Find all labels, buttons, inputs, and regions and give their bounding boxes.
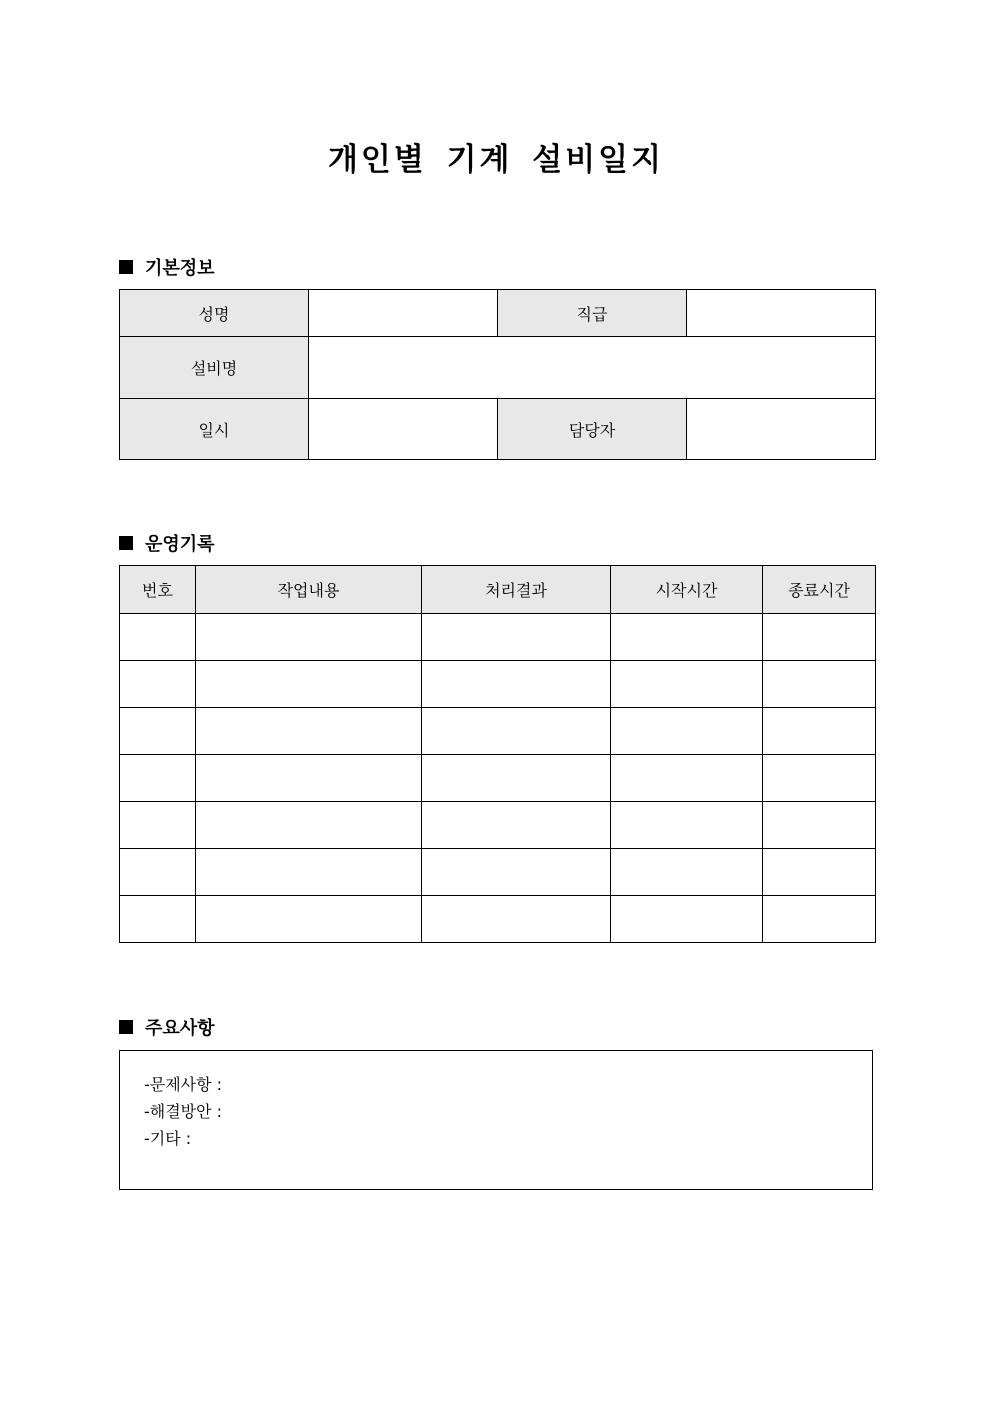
column-header-task: 작업내용	[196, 566, 422, 614]
basic-info-table	[119, 289, 876, 460]
column-header-number: 번호	[120, 566, 196, 614]
table-cell[interactable]	[120, 614, 196, 661]
notes-box[interactable]	[119, 1050, 873, 1190]
column-header-end-time: 종료시간	[763, 566, 876, 614]
datetime-label: 일시	[120, 399, 309, 460]
equipment-field[interactable]	[309, 337, 876, 399]
table-cell[interactable]	[196, 896, 422, 943]
table-cell[interactable]	[120, 755, 196, 802]
table-cell[interactable]	[611, 661, 763, 708]
table-cell[interactable]	[196, 708, 422, 755]
table-cell[interactable]	[120, 661, 196, 708]
manager-field[interactable]	[687, 399, 876, 460]
section-heading-notes	[119, 1014, 215, 1040]
datetime-field[interactable]	[309, 399, 498, 460]
table-cell[interactable]	[763, 708, 876, 755]
table-cell[interactable]	[120, 708, 196, 755]
table-cell[interactable]	[611, 849, 763, 896]
name-label: 성명	[120, 290, 309, 337]
table-cell[interactable]	[763, 896, 876, 943]
note-issue-line: -문제사항 :	[144, 1075, 223, 1094]
section-heading-operation-log	[119, 530, 215, 556]
note-other-line: -기타 :	[144, 1129, 192, 1148]
square-bullet-icon	[119, 1020, 133, 1034]
note-solution-line: -해결방안 :	[144, 1102, 223, 1121]
table-cell[interactable]	[611, 755, 763, 802]
table-cell[interactable]	[763, 802, 876, 849]
table-cell[interactable]	[422, 849, 611, 896]
table-cell[interactable]	[422, 708, 611, 755]
table-cell[interactable]	[611, 614, 763, 661]
table-cell[interactable]	[196, 802, 422, 849]
table-row	[120, 802, 876, 849]
column-header-start-time: 시작시간	[611, 566, 763, 614]
table-cell[interactable]	[196, 849, 422, 896]
table-cell[interactable]	[120, 802, 196, 849]
manager-label: 담당자	[498, 399, 687, 460]
square-bullet-icon	[119, 536, 133, 550]
table-cell[interactable]	[196, 614, 422, 661]
section-heading-basic-info	[119, 254, 215, 280]
position-label: 직급	[498, 290, 687, 337]
table-cell[interactable]	[120, 849, 196, 896]
table-cell[interactable]	[763, 755, 876, 802]
operation-log-table	[119, 565, 876, 943]
table-row	[120, 661, 876, 708]
table-cell[interactable]	[611, 708, 763, 755]
square-bullet-icon	[119, 260, 133, 274]
document-title: 개인별 기계 설비일지	[327, 142, 665, 178]
section-heading-label: 기본정보	[145, 258, 215, 279]
table-cell[interactable]	[611, 802, 763, 849]
equipment-label: 설비명	[120, 337, 309, 399]
table-cell[interactable]	[763, 849, 876, 896]
section-heading-label: 주요사항	[145, 1018, 215, 1039]
table-cell[interactable]	[611, 896, 763, 943]
table-cell[interactable]	[422, 896, 611, 943]
table-cell[interactable]	[763, 614, 876, 661]
column-header-result: 처리결과	[422, 566, 611, 614]
table-row	[120, 849, 876, 896]
position-field[interactable]	[687, 290, 876, 337]
table-row	[120, 708, 876, 755]
table-row	[120, 755, 876, 802]
name-field[interactable]	[309, 290, 498, 337]
table-cell[interactable]	[763, 661, 876, 708]
table-cell[interactable]	[422, 755, 611, 802]
table-row	[120, 614, 876, 661]
table-cell[interactable]	[196, 661, 422, 708]
table-cell[interactable]	[422, 614, 611, 661]
table-row	[120, 896, 876, 943]
table-cell[interactable]	[120, 896, 196, 943]
table-cell[interactable]	[422, 661, 611, 708]
table-cell[interactable]	[422, 802, 611, 849]
table-cell[interactable]	[196, 755, 422, 802]
section-heading-label: 운영기록	[145, 534, 215, 555]
